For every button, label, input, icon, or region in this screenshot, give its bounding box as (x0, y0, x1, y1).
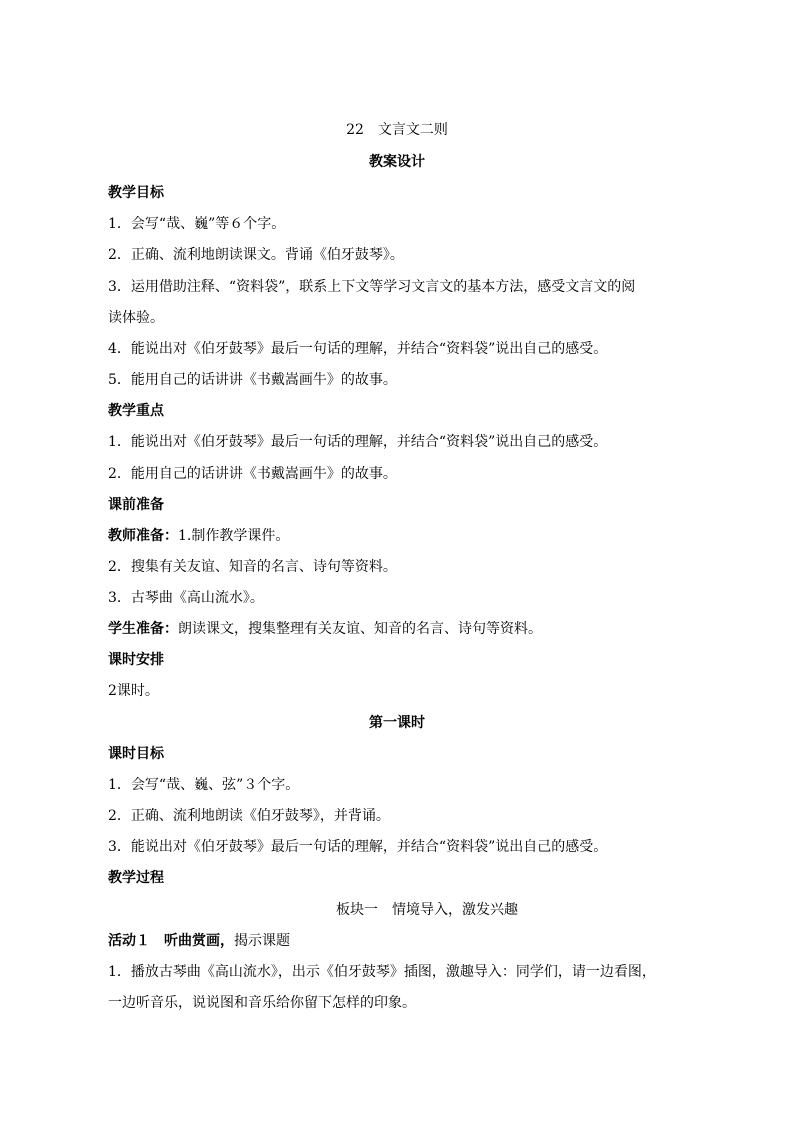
lesson-goal-item: 2．正确、流利地朗读《伯牙鼓琴》，并背诵。 (108, 808, 390, 824)
student-prep (108, 618, 698, 640)
goal-item: 3．运用借助注释、“资料袋”，联系上下文等学习文言文的基本方法，感受文言文的阅 (108, 279, 636, 295)
goals-heading: 教学目标 (108, 185, 164, 201)
key-point: 1．能说出对《伯牙鼓琴》最后一句话的理解，并结合“资料袋”说出自己的感受。 (108, 434, 608, 450)
goal-item: 5．能用自己的话讲讲《书戴嵩画牛》的故事。 (108, 372, 397, 388)
doc-title: 22 文言文二则 (346, 122, 448, 138)
teacher-prep (108, 525, 698, 547)
goal-item-continued: 读体验。 (108, 310, 164, 326)
teacher-prep-item: 2．搜集有关友谊、知音的名言、诗句等资料。 (108, 559, 397, 575)
activity1-text: 揭示课题 (234, 933, 290, 949)
goal-item: 4．能说出对《伯牙鼓琴》最后一句话的理解，并结合“资料袋”说出自己的感受。 (108, 341, 608, 357)
lesson1-heading: 第一课时 (369, 715, 425, 731)
teacher-prep-item: 3．古琴曲《高山流水》。 (108, 590, 264, 606)
student-prep-label: 学生准备： (108, 621, 178, 637)
goal-item: 1．会写“哉、巍”等６个字。 (108, 216, 286, 232)
process-heading: 教学过程 (108, 870, 164, 886)
goal-item: 2．正确、流利地朗读课文。背诵《伯牙鼓琴》。 (108, 247, 404, 263)
teacher-prep-label: 教师准备： (108, 528, 178, 544)
student-prep-text: 朗读课文，搜集整理有关友谊、知音的名言、诗句等资料。 (178, 621, 542, 637)
key-heading: 教学重点 (108, 403, 164, 419)
lesson-goal-item: 1．会写“哉、巍、弦”３个字。 (108, 777, 300, 793)
key-point: 2．能用自己的话讲讲《书戴嵩画牛》的故事。 (108, 466, 397, 482)
schedule-heading: 课时安排 (108, 652, 164, 668)
lesson-goal-item: 3．能说出对《伯牙鼓琴》最后一句话的理解，并结合“资料袋”说出自己的感受。 (108, 839, 608, 855)
lesson-goals-heading: 课时目标 (108, 746, 164, 762)
prep-heading: 课前准备 (108, 497, 164, 513)
activity1-para-continued: 一边听音乐，说说图和音乐给你留下怎样的印象。 (108, 995, 416, 1011)
activity1 (108, 930, 698, 952)
teacher-prep-item: 1.制作教学课件。 (178, 528, 290, 544)
doc-subtitle: 教案设计 (369, 154, 425, 170)
activity1-para: 1．播放古琴曲《高山流水》，出示《伯牙鼓琴》插图，激趣导入：同学们，请一边看图， (108, 964, 656, 980)
block1-heading: 板块一 情境导入，激发兴趣 (336, 902, 518, 918)
schedule-text: 2课时。 (108, 683, 159, 699)
activity1-label: 活动１ 听曲赏画， (108, 933, 234, 949)
